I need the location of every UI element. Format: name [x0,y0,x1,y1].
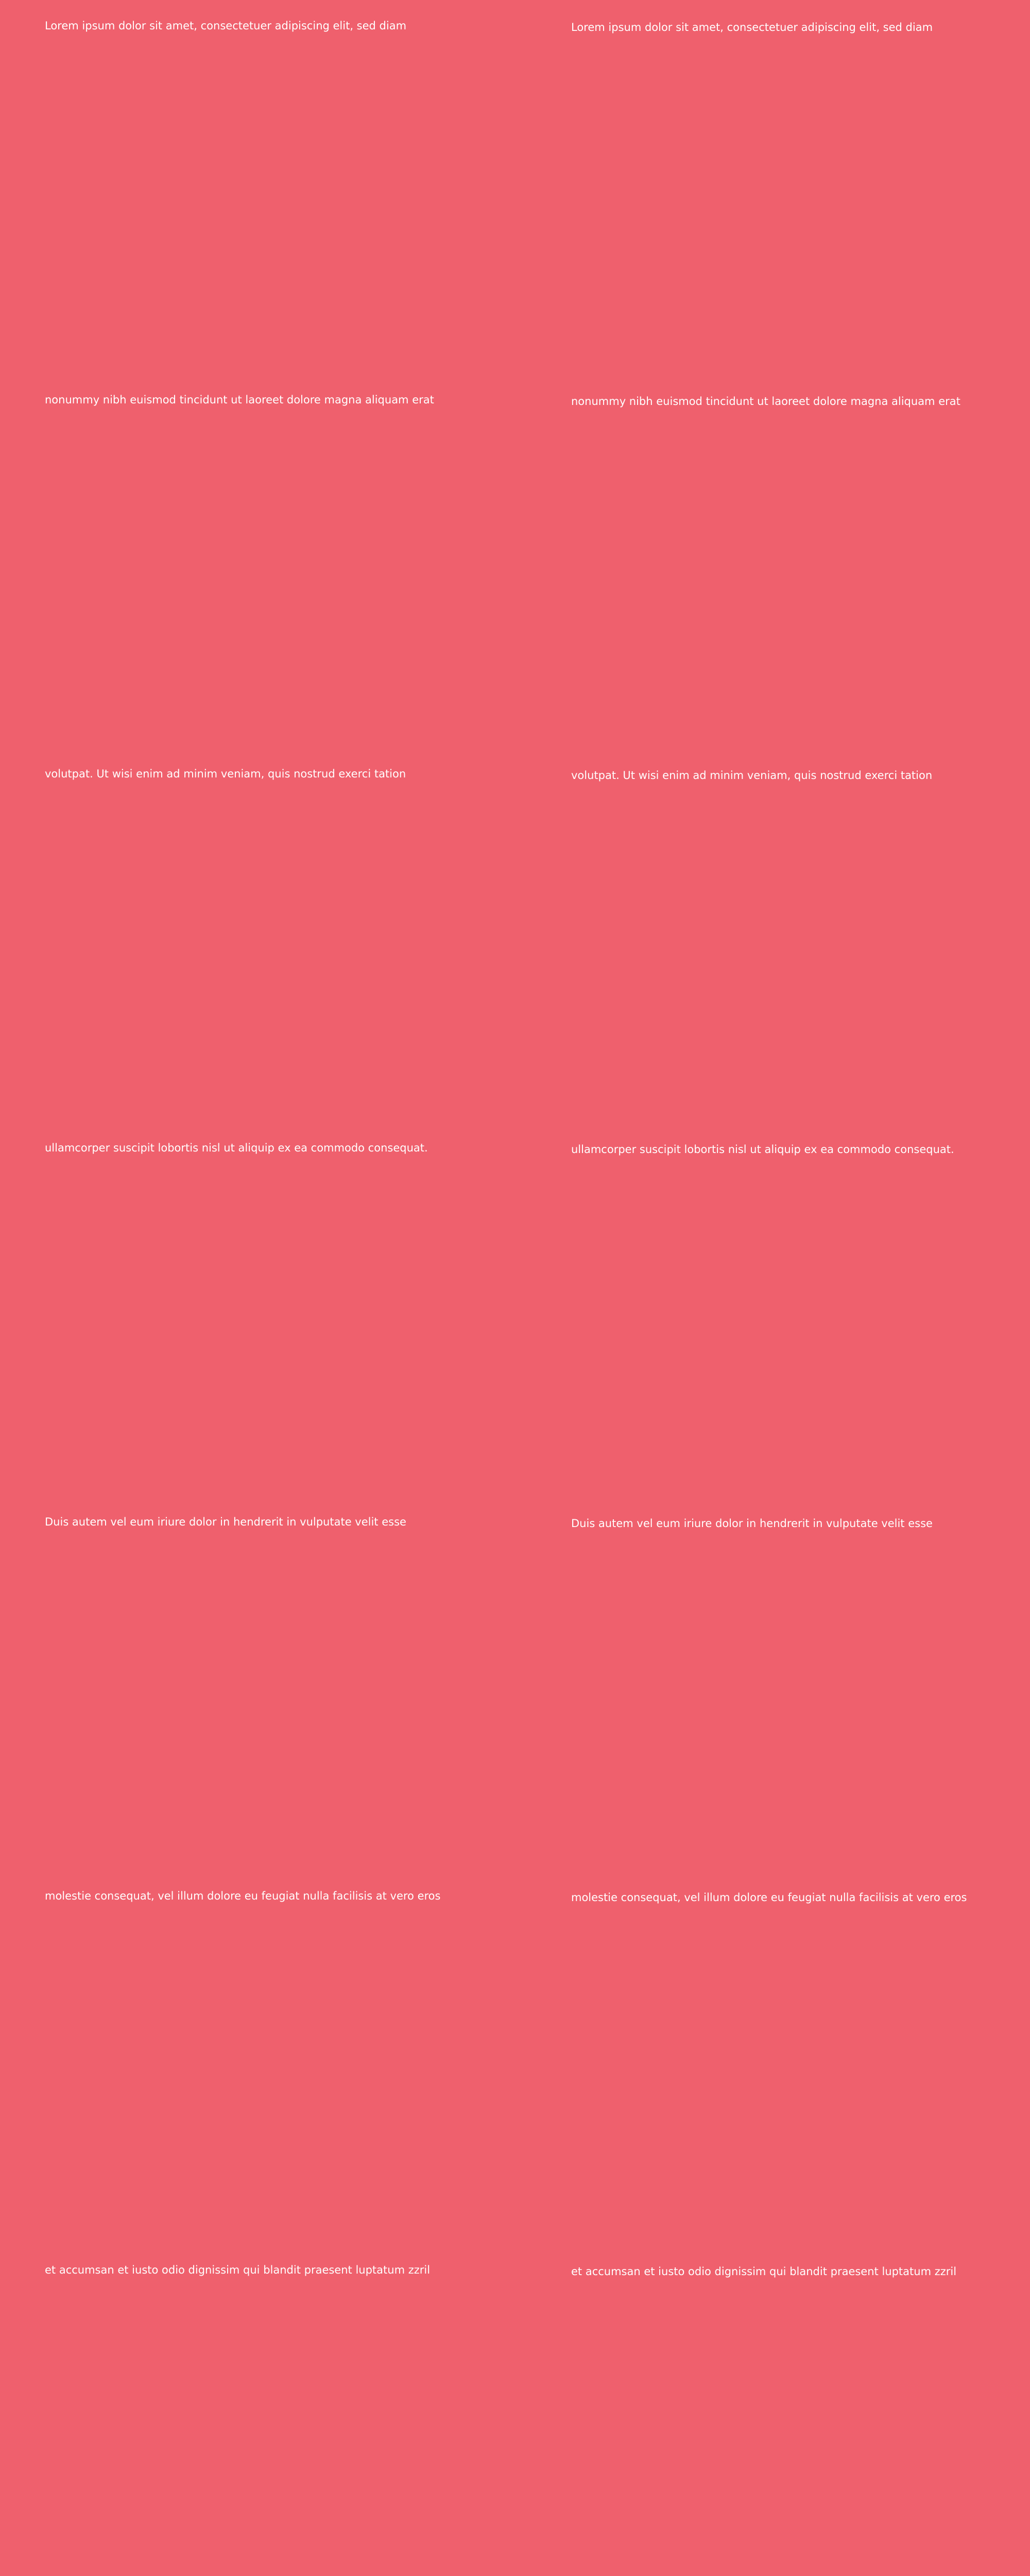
left-line-2: nonummy nibh euismod tincidunt ut laoreet dolore magna aliquam erat [45,394,434,406]
right-line-2: nonummy nibh euismod tincidunt ut laoreet dolore magna aliquam erat [571,395,960,408]
left-line-5: Duis autem vel eum iriure dolor in hendrerit in vulputate velit esse [45,1516,406,1528]
right-line-1: Lorem ipsum dolor sit amet, consectetuer adipiscing elit, sed diam [571,21,933,33]
right-line-3: volutpat. Ut wisi enim ad minim veniam, quis nostrud exerci tation [571,769,933,782]
left-line-7: et accumsan et iusto odio dignissim qui blandit praesent luptatum zzril [45,2264,431,2276]
left-line-3: volutpat. Ut wisi enim ad minim veniam, quis nostrud exerci tation [45,768,406,780]
left-line-1: Lorem ipsum dolor sit amet, consectetuer adipiscing elit, sed diam [45,20,407,32]
right-line-7: et accumsan et iusto odio dignissim qui blandit praesent luptatum zzril [571,2265,957,2278]
left-text-column [45,20,465,2276]
right-text-column [571,20,991,2278]
left-line-4: ullamcorper suscipit lobortis nisl ut aliquip ex ea commodo consequat. [45,1142,428,1154]
right-line-5: Duis autem vel eum iriure dolor in hendrerit in vulputate velit esse [571,1517,933,1530]
left-line-6: molestie consequat, vel illum dolore eu feugiat nulla facilisis at vero eros [45,1890,441,1902]
right-line-6: molestie consequat, vel illum dolore eu feugiat nulla facilisis at vero eros [571,1891,967,1904]
right-line-4: ullamcorper suscipit lobortis nisl ut aliquip ex ea commodo consequat. [571,1143,954,1156]
